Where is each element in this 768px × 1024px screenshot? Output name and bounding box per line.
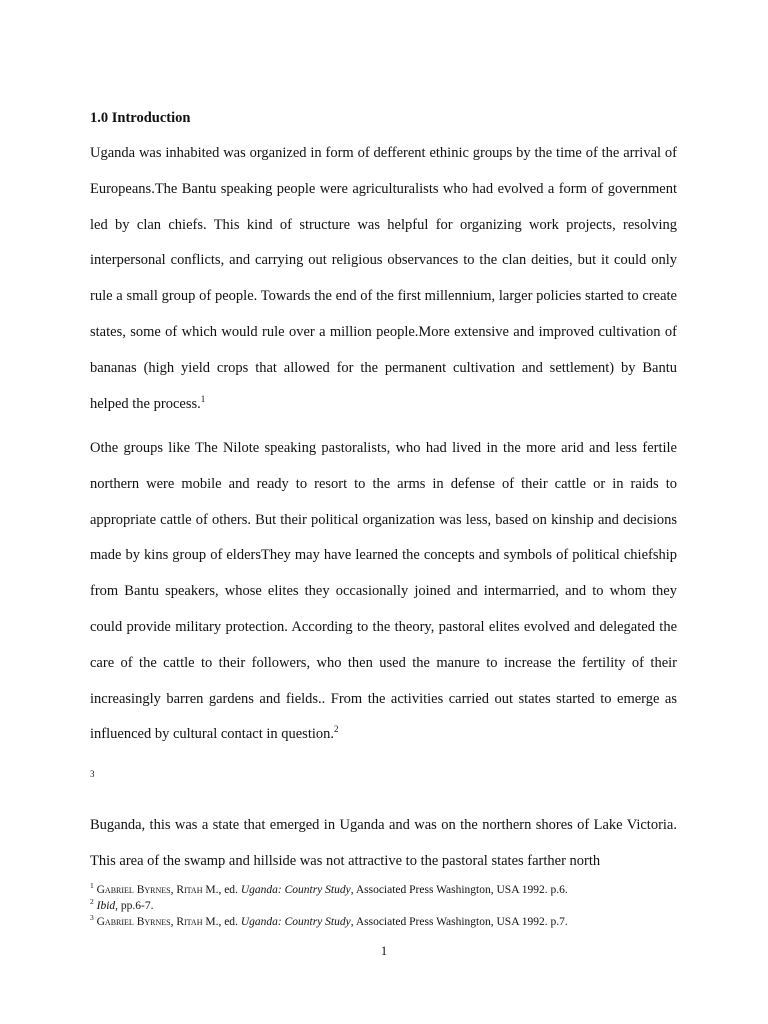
paragraph-text: Othe groups like The Nilote speaking pastoralists, who had lived in the more arid and less fertile northern were mobile and ready to resort to the arms in defense of their cattle or in raids to appropriate cattle of others. But their political organization was less, based on kinship and decisions made by kins group of eldersThey may have learned the concepts and symbols of political chiefship from Bantu speakers, whose elites they occasionally joined and intermarried, and to whom they could provide military protection. According to the theory, pastoral elites evolved and delegated the care of the cattle to their followers, who then used the manure to increase the fertility of their increasingly barren gardens and fields.. From the activities carried out states started to emerge as influenced by cultural contact in question. — [90, 440, 677, 743]
footnote-ref-1: 1 — [200, 393, 206, 404]
footnote-title: Uganda: Country Study — [240, 884, 351, 896]
paragraph-text: Uganda was inhabited was organized in form of defferent ethinic groups by the time of the arrival of Europeans.The Bantu speaking people were agriculturalists who had evolved a form of government led by clan chiefs. This kind of structure was helpful for organizing work projects, resolving interpersonal conflicts, and carrying out religious observances to the clan deities, but it could only rule a small group of people. Towards the end of the first millennium, larger policies started to create states, some of which would rule over a million people.More extensive and improved cultivation of bananas (high yield crops that allowed for the permanent cultivation and settlement) by Bantu helped the process. — [90, 145, 677, 412]
footnote-editor-note: , ed. — [218, 884, 241, 896]
footnote-ref-2: 2 — [334, 724, 339, 735]
footnote-ref-3: 3 — [90, 769, 95, 779]
footnote-number: 2 — [90, 897, 94, 907]
footnote-authors: Gabriel Byrnes, Ritah M. — [96, 916, 219, 928]
section-heading: 1.0 Introduction — [90, 110, 191, 126]
footnote-number: 3 — [90, 913, 94, 923]
footnote-title: Ibid — [96, 900, 116, 912]
footnote-authors: Gabriel Byrnes, Ritah M. — [96, 884, 219, 896]
footnotes — [90, 882, 690, 930]
footnote-title: Uganda: Country Study — [240, 916, 351, 928]
body-paragraph-2 — [90, 431, 677, 753]
footnote-number: 1 — [90, 881, 94, 891]
paragraph-text: Buganda, this was a state that emerged in Uganda and was on the northern shores of Lake Victoria. This area of the swamp and hillside was not attractive to the pastoral states farther north — [90, 817, 677, 869]
page-number: 1 — [380, 944, 388, 958]
footnote-2 — [90, 898, 690, 914]
footnote-rest: , Associated Press Washington, USA 1992. p.7. — [350, 916, 568, 928]
footnote-1 — [90, 882, 690, 898]
footnote-rest: , pp.6-7. — [115, 900, 154, 912]
body-paragraph-1 — [90, 136, 677, 422]
body-paragraph-3 — [90, 808, 677, 880]
footnote-editor-note: , ed. — [218, 916, 241, 928]
footnote-3 — [90, 914, 690, 930]
footnote-rest: , Associated Press Washington, USA 1992. p.6. — [350, 884, 568, 896]
